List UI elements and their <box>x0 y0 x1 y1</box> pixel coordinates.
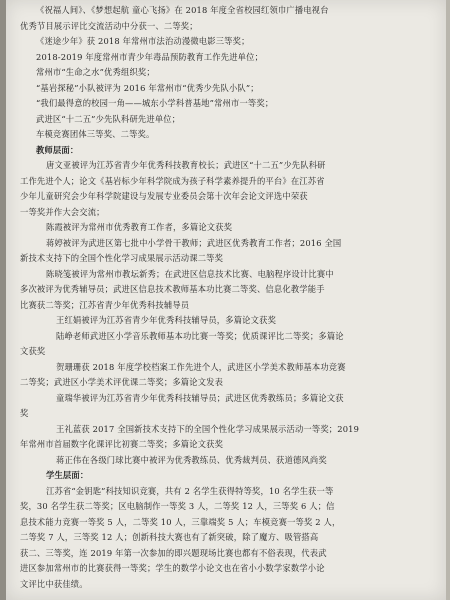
text-line: 二等奖；武进区小学美术评优课二等奖；多篇论文发表 <box>20 377 224 387</box>
text-line: 王红娟被评为江苏省青少年优秀科技辅导员，多篇论文获奖 <box>56 315 277 325</box>
text-line: 陆峥老师武进区小学音乐教师基本功比赛一等奖；优质课评比二等奖；多篇论 <box>56 330 344 341</box>
text-line: 武进区“十二五”少先队科研先进单位； <box>36 113 181 124</box>
text-line: 多次被评为优秀辅导员；武进区信息技术教师基本功比赛二等奖、信息化教学能手 <box>20 284 325 294</box>
text-line: 贺珊珊获 2018 年度学校档案工作先进个人，武进区小学美术教师基本功竞赛 <box>56 361 346 372</box>
text-line: 《祝福人间》、《梦想起航 童心飞扬》在 2018 年度全省校园红领巾广播电视台 <box>36 5 329 15</box>
text-line: 息技术能力竞赛一等奖 5 人，二等奖 10 人，三靠端奖 5 人；车模竞赛一等奖 2 人， <box>20 516 341 527</box>
text-line: 新技术支持下的全国个性化学习成果展示活动课二等奖 <box>20 253 224 263</box>
text-line: 王礼蓝获 2017 全国新技术支持下的全国个性化学习成果展示活动一等奖；2019 <box>56 423 360 434</box>
text-line: 车模竞赛团体三等奖、二等奖。 <box>36 129 155 139</box>
text-line: 2018-2019 年度常州市青少年毒品预防教育工作先进单位； <box>36 51 264 62</box>
text-line: 陈晓笺被评为常州市教坛新秀；在武进区信息技术比赛、电脑程序设计比赛中 <box>46 268 334 279</box>
text-line: 优秀节目展示评比交流活动中分获一、二等奖； <box>20 20 198 31</box>
text-line: 《迷途少年》获 2018 年常州市法治动漫微电影三等奖； <box>36 36 250 46</box>
text-line: 童瑞华被评为江苏省青少年优秀科技辅导员；武进区优秀教练员；多篇论文获 <box>56 392 344 403</box>
text-line: 获二、三等奖，连 2019 年第一次参加的即兴题现场比赛也都有不俗表现，代表武 <box>20 547 327 558</box>
text-line: 唐文亚被评为江苏省青少年优秀科技教育校长；武进区“十二五”少先队科研 <box>46 160 326 170</box>
text-line: 蒋正伟在各级门球比赛中被评为优秀教练员、优秀裁判员、获道德风尚奖 <box>56 454 327 465</box>
text-line: 陈霞被评为常州市优秀教育工作者，多篇论文获奖 <box>46 222 233 232</box>
text-line: 江苏省“金钥匙”科技知识竞赛，共有 2 名学生获得特等奖，10 名学生获一等 <box>46 485 334 496</box>
text-line: “我们最得意的校园一角——城东小学科普基地”常州市一等奖； <box>36 98 274 108</box>
section-heading-teachers: 教师层面： <box>36 144 79 155</box>
text-line: “基岩探秘”小队被评为 2016 年常州市“优秀少先队小队”； <box>36 82 259 93</box>
text-line: 年常州市首届数字化课评比初赛二等奖；多篇论文获奖 <box>20 439 224 449</box>
text-line: 二等奖 7 人，三等奖 12 人；创新科技大赛也有了新突破，除了魔方、吸管搭高 <box>20 532 319 542</box>
text-line: 常州市“生命之水”优秀组织奖； <box>36 67 155 77</box>
text-line: 少年儿童研究会少年科学院建设与发展专业委员会第十次年会论文评选中荣获 <box>20 191 308 201</box>
document-body <box>20 3 440 592</box>
section-heading-students: 学生层面： <box>46 470 89 480</box>
text-line: 工作先进个人；论文《基岩标少年科学院成为孩子科学素养提升的平台》在江苏省 <box>20 175 325 186</box>
text-line: 蒋婷被评为武进区第七批中小学骨干教师；武进区优秀教育工作者；2016 全国 <box>46 237 342 248</box>
text-line: 一等奖并作大会交流； <box>20 206 105 217</box>
text-line: 奖 <box>20 408 29 418</box>
text-line: 文获奖 <box>20 346 46 356</box>
text-line: 比赛获二等奖；江苏省青少年优秀科技辅导员 <box>20 299 190 310</box>
text-line: 奖，30 名学生获二等奖；区电脑制作一等奖 3 人，二等奖 12 人，三等奖 6 人；信 <box>20 501 335 511</box>
text-line: 进区参加常州市的比赛获得一等奖；学生的数学小论文也在省小小数学家数学小论 <box>20 563 325 573</box>
document-page <box>6 0 446 600</box>
text-line: 文评比中获佳绩。 <box>20 578 88 589</box>
